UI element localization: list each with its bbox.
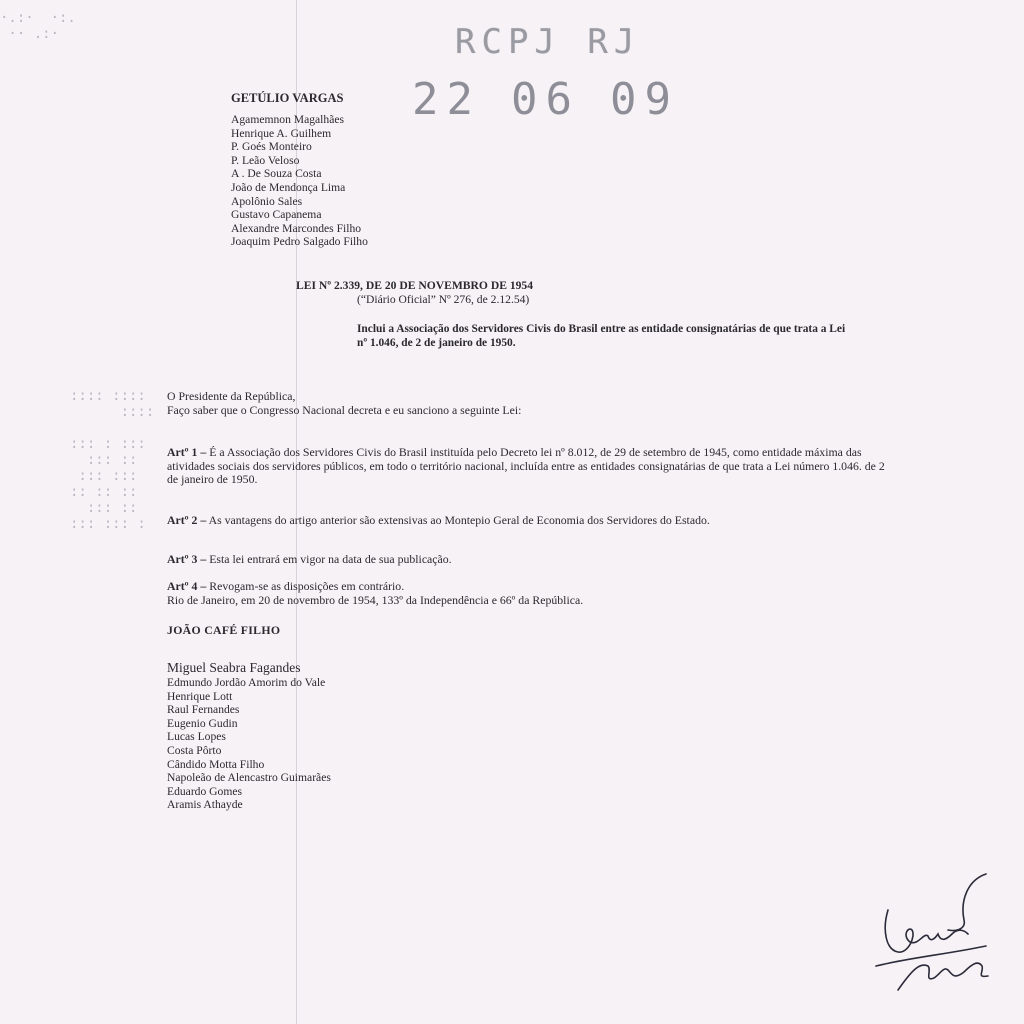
list-item: Lucas Lopes	[167, 730, 226, 744]
list-item: Gustavo Capanema	[231, 208, 322, 222]
registry-date-stamp	[412, 74, 709, 125]
list-item: Apolônio Sales	[231, 194, 303, 208]
preamble	[167, 390, 897, 417]
registry-stamp: RCPJ RJ	[455, 22, 641, 62]
article-text: Revogam-se as disposições em contrário.	[206, 579, 405, 593]
list-item: Aramis Athayde	[167, 798, 243, 812]
list-item: Agamemnon Magalhães	[231, 113, 345, 126]
stamp-day: 22	[412, 74, 481, 125]
list-item: Eugenio Gudin	[167, 716, 238, 730]
list-item: Cândido Motta Filho	[167, 757, 265, 771]
list-item: Joaquim Pedro Salgado Filho	[231, 235, 368, 249]
preamble-line: Faço saber que o Congresso Nacional decreta e eu sanciono a seguinte Lei:	[167, 402, 522, 417]
article-4	[167, 580, 897, 607]
list-item: Eduardo Gomes	[167, 784, 243, 798]
list-item: João de Mendonça Lima	[231, 180, 346, 194]
preamble-line: O Presidente da República,	[167, 389, 296, 403]
margin-stamp-dots: ·.:· ·:. ·· .:·	[0, 10, 76, 42]
article-text: As vantagens do artigo anterior são extensivas ao Montepio Geral de Economia dos Servidores do Estado.	[206, 513, 710, 527]
law-title: LEI Nº 2.339, DE 20 DE NOVEMBRO DE 1954	[296, 279, 534, 292]
list-item: Henrique Lott	[167, 689, 233, 703]
ministers-list-1	[231, 113, 368, 249]
stamp-month: 06	[510, 74, 580, 125]
law-publication-ref: (“Diário Oficial” Nº 276, de 2.12.54)	[357, 293, 530, 306]
list-item: Napoleão de Alencastro Guimarães	[167, 771, 331, 785]
margin-stamp-dots: :::: :::: :::: ::: : ::: ::: :: ::: ::: :: :: :: ::: :: ::: ::: :	[70, 388, 155, 532]
article-3	[167, 553, 897, 567]
list-item: Alexandre Marcondes Filho	[231, 221, 362, 235]
article-1	[167, 446, 897, 487]
article-label: Artº 3 –	[167, 552, 207, 566]
ministers-list-2	[167, 660, 331, 812]
stamp-year: 09	[609, 74, 679, 125]
article-label: Artº 4 –	[167, 579, 207, 593]
list-item: P. Goés Monteiro	[231, 140, 312, 154]
law-summary: Inclui a Associação dos Servidores Civis do Brasil entre as entidade consignatárias de que trata a Lei nº 1.046, de 2 de janeiro de 1950.	[357, 323, 846, 349]
handwritten-signature-icon	[868, 870, 1008, 1000]
article-label: Artº 1 –	[167, 445, 207, 459]
list-item: A . De Souza Costa	[231, 167, 322, 181]
president-heading: GETÚLIO VARGAS	[231, 91, 344, 105]
list-item: Costa Pôrto	[167, 743, 222, 757]
list-item: Miguel Seabra Fagandes	[167, 660, 301, 675]
closing-line: Rio de Janeiro, em 20 de novembro de 1954, 133º da Independência e 66º da República.	[167, 592, 584, 607]
list-item: Raul Fernandes	[167, 703, 240, 717]
signer-name: JOÃO CAFÉ FILHO	[167, 623, 281, 637]
article-text: É a Associação dos Servidores Civis do Brasil instituída pelo Decreto lei nº 8.012, de 29 de setembro de 1945, como entidade máxima das atividades sociais dos servidores públicos, em todo o território nacional, incluída entre as entidades consignatárias de que trata a Lei número 1.046. de 2 de janeiro de 1950.	[167, 445, 885, 487]
article-text: Esta lei entrará em vigor na data de sua publicação.	[206, 552, 452, 566]
article-2	[167, 514, 897, 528]
article-label: Artº 2 –	[167, 513, 207, 527]
list-item: Henrique A. Guilhem	[231, 126, 332, 140]
list-item: P. Leão Veloso	[231, 153, 300, 167]
list-item: Edmundo Jordão Amorim do Vale	[167, 676, 326, 689]
